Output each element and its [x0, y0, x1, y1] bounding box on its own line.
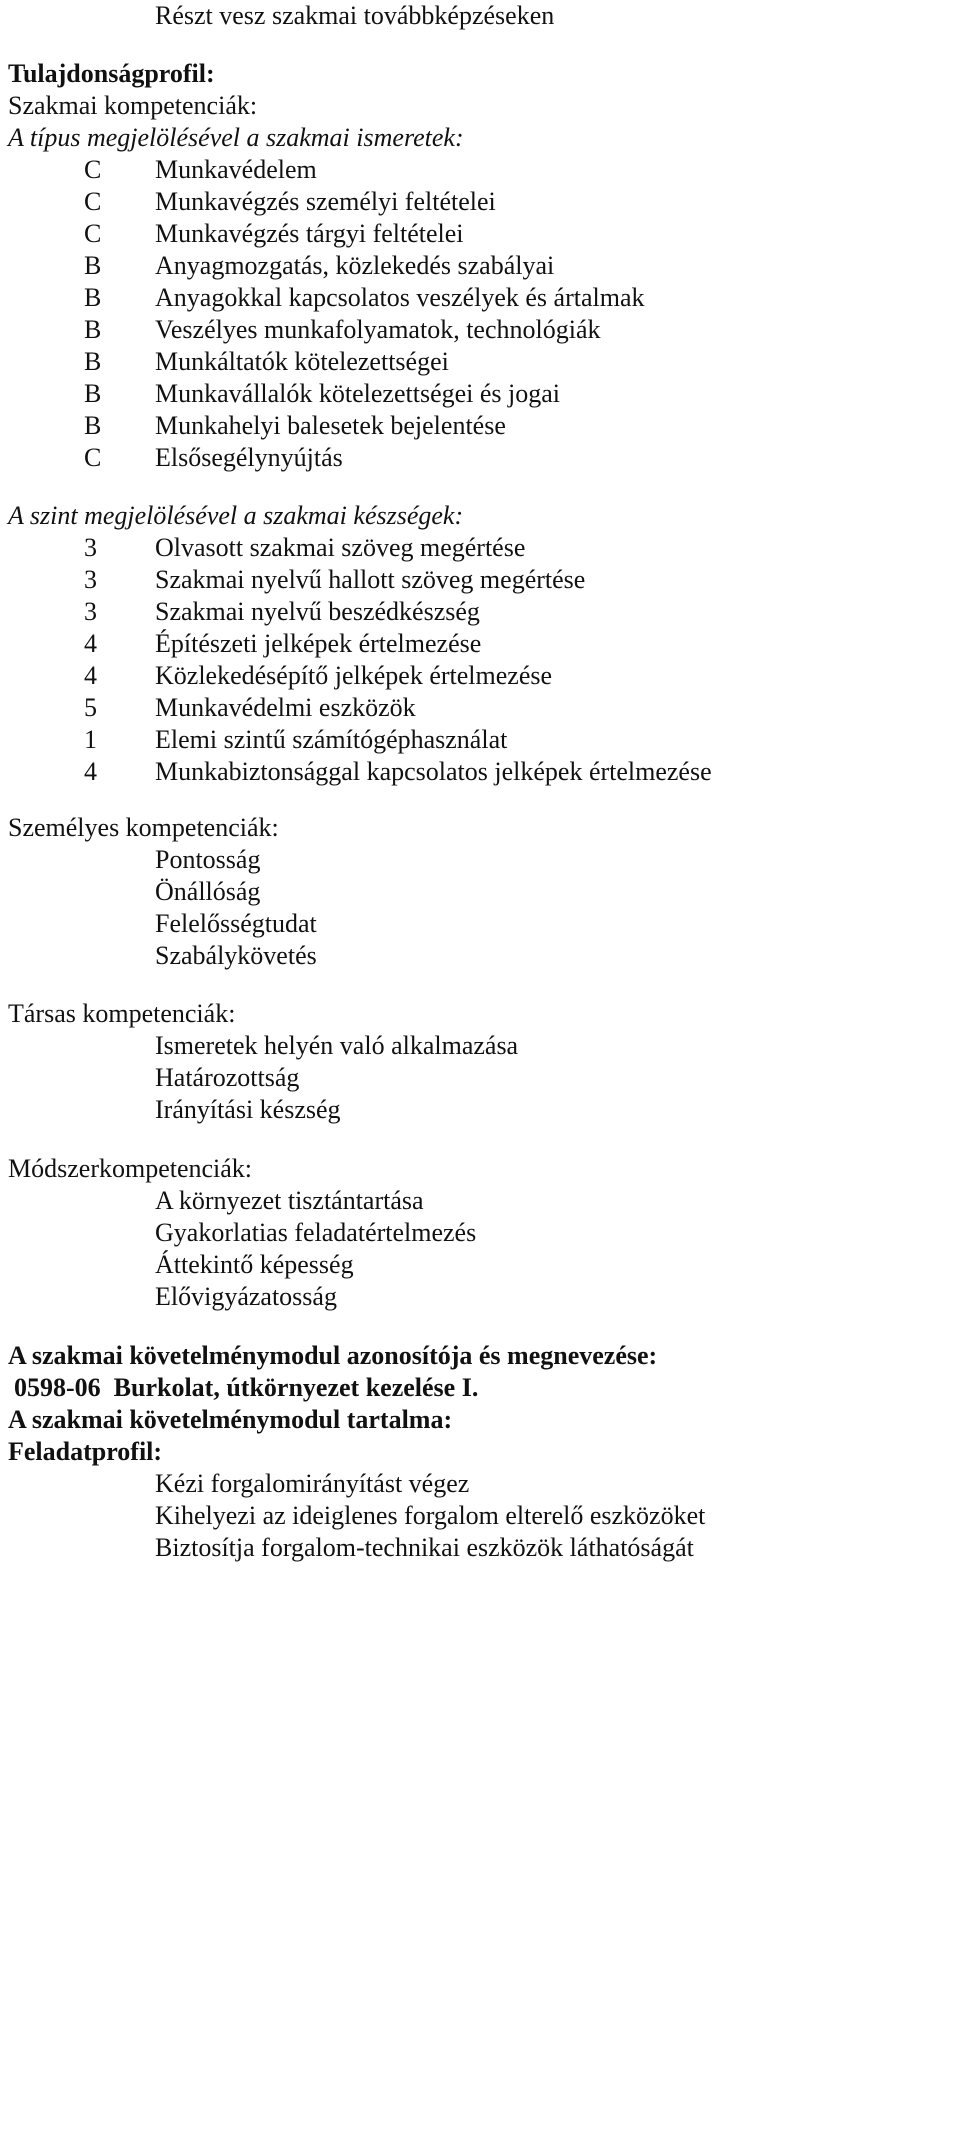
list-item: Pontosság: [155, 845, 261, 874]
knowledge-code: B: [84, 379, 102, 408]
skill-text: Közlekedésépítő jelképek értelmezése: [155, 661, 553, 690]
skill-level: 4: [84, 629, 97, 658]
knowledge-text: Munkahelyi balesetek bejelentése: [155, 411, 506, 440]
knowledge-text: Anyagokkal kapcsolatos veszélyek és ártalmak: [155, 283, 645, 312]
list-item: Határozottság: [155, 1063, 300, 1092]
skill-text: Munkavédelmi eszközök: [155, 693, 416, 722]
task-profile-heading: Feladatprofil:: [8, 1437, 163, 1466]
skill-level: 3: [84, 533, 97, 562]
list-item: A környezet tisztántartása: [155, 1186, 424, 1215]
list-item: Biztosítja forgalom-technikai eszközök láthatóságát: [155, 1533, 694, 1562]
skill-level: 3: [84, 597, 97, 626]
personal-heading: Személyes kompetenciák:: [8, 813, 279, 842]
list-item: Felelősségtudat: [155, 909, 317, 938]
professional-heading: Szakmai kompetenciák:: [8, 91, 258, 120]
profile-heading: Tulajdonságprofil:: [8, 59, 215, 88]
knowledge-text: Elsősegélynyújtás: [155, 443, 343, 472]
knowledge-text: Munkáltatók kötelezettségei: [155, 347, 449, 376]
skill-level: 1: [84, 725, 97, 754]
module-id-heading: A szakmai követelménymodul azonosítója és megnevezése:: [8, 1341, 658, 1370]
knowledge-code: C: [84, 155, 102, 184]
skill-level: 3: [84, 565, 97, 594]
knowledge-text: Munkavédelem: [155, 155, 317, 184]
module-id-line: 0598-06 Burkolat, útkörnyezet kezelése I.: [14, 1373, 479, 1402]
knowledge-code: B: [84, 347, 102, 376]
skill-text: Építészeti jelképek értelmezése: [155, 629, 482, 658]
list-item: Irányítási készség: [155, 1095, 341, 1124]
knowledge-text: Veszélyes munkafolyamatok, technológiák: [155, 315, 601, 344]
list-item: Áttekintő képesség: [155, 1250, 354, 1279]
knowledge-code: B: [84, 411, 102, 440]
knowledge-code: C: [84, 443, 102, 472]
knowledge-text: Munkavégzés tárgyi feltételei: [155, 219, 464, 248]
knowledge-text: Munkavállalók kötelezettségei és jogai: [155, 379, 561, 408]
list-item: Gyakorlatias feladatértelmezés: [155, 1218, 477, 1247]
knowledge-text: Munkavégzés személyi feltételei: [155, 187, 496, 216]
skill-level: 4: [84, 757, 97, 786]
list-item: Elővigyázatosság: [155, 1282, 337, 1311]
skill-level: 4: [84, 661, 97, 690]
list-item: Kihelyezi az ideiglenes forgalom elterelő eszközöket: [155, 1501, 706, 1530]
method-heading: Módszerkompetenciák:: [8, 1154, 253, 1183]
knowledge-code: C: [84, 187, 102, 216]
skill-text: Olvasott szakmai szöveg megértése: [155, 533, 526, 562]
knowledge-heading: A típus megjelölésével a szakmai ismeretek:: [8, 123, 464, 152]
social-heading: Társas kompetenciák:: [8, 999, 236, 1028]
knowledge-text: Anyagmozgatás, közlekedés szabályai: [155, 251, 555, 280]
list-item: Szabálykövetés: [155, 941, 317, 970]
list-item: Kézi forgalomirányítást végez: [155, 1469, 470, 1498]
module-content-heading: A szakmai követelménymodul tartalma:: [8, 1405, 453, 1434]
list-item: Önállóság: [155, 877, 261, 906]
list-item: Ismeretek helyén való alkalmazása: [155, 1031, 519, 1060]
skill-text: Szakmai nyelvű beszédkészség: [155, 597, 480, 626]
skill-text: Elemi szintű számítógéphasználat: [155, 725, 508, 754]
knowledge-code: B: [84, 251, 102, 280]
skills-heading: A szint megjelölésével a szakmai készségek:: [8, 501, 464, 530]
knowledge-code: B: [84, 315, 102, 344]
skill-text: Munkabiztonsággal kapcsolatos jelképek értelmezése: [155, 757, 712, 786]
knowledge-code: C: [84, 219, 102, 248]
knowledge-code: B: [84, 283, 102, 312]
skill-text: Szakmai nyelvű hallott szöveg megértése: [155, 565, 586, 594]
skill-level: 5: [84, 693, 97, 722]
intro-line: Részt vesz szakmai továbbképzéseken: [155, 1, 555, 30]
